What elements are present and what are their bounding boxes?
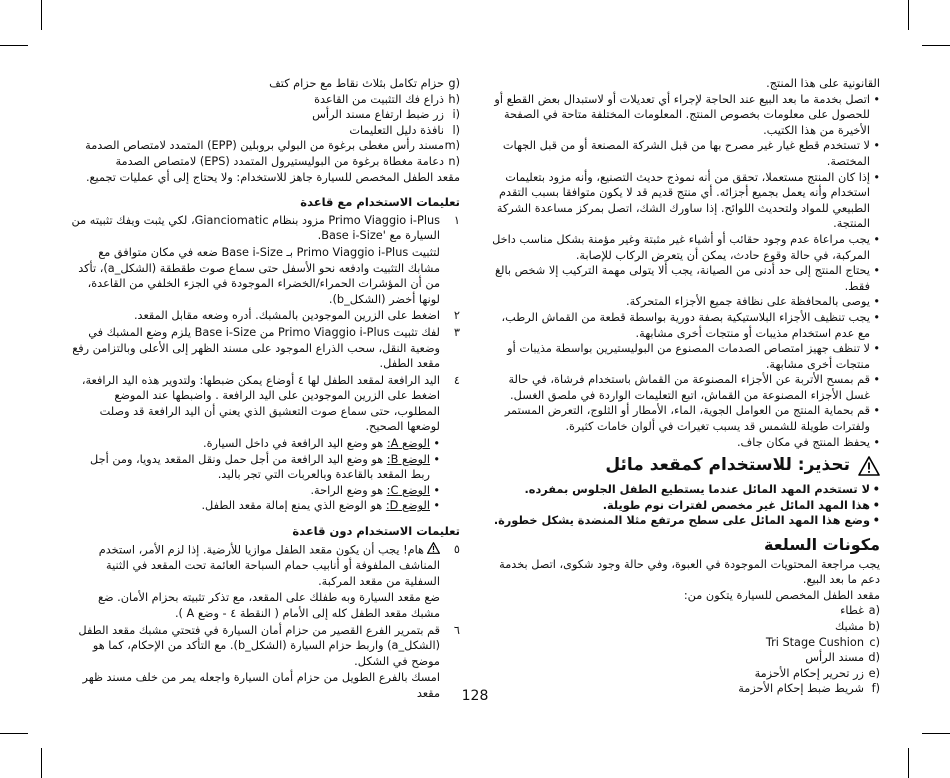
crop-mark [922,45,950,46]
warning-heading [488,456,880,476]
list-item: • يحتاج المنتج إلى حد أدنى من الصيانة، يجب ألا يتولى مهمة التركيب إلا شخص بالغ فقط. [488,263,870,294]
item-text: مسند الرأس [805,651,864,665]
list-item [488,619,880,635]
list-item [68,138,460,154]
list-item [68,542,460,590]
crop-mark [908,0,909,30]
list-item [488,635,880,651]
warning-bullets [488,482,880,529]
position-text: هو الوضع الذي يمنع إمالة مقعد الطفل. [201,499,383,513]
item-marker: e) [868,666,880,680]
list-item: • وضع هذا المهد المائل على سطح مرتفع مثلا المنضدة يشكل خطورة. [488,513,870,529]
item-text: زر ضبط ارتفاع مسند الرأس [312,108,444,122]
list-item [68,373,460,435]
crop-mark [922,733,950,734]
list-item [68,123,460,139]
step-text: Primo Viaggio i-Plus مزود بنظام Gianciomatic، لكي يثبت ويفك تثبيته من السيارة مع 'Base i-Size. [71,213,440,243]
list-item: • قم بمسح الأتربة عن الأجزاء المصنوعة من القماش باستخدام فرشاة، في حالة غسل الأجزاء المصنوعة من القماش، اتبع التعليمات الواردة في ملصق الغسل. [488,372,870,403]
crop-mark [41,748,42,778]
item-text: غطاء [840,604,864,618]
list-item [68,436,430,452]
left-column [68,76,460,703]
crop-mark [908,748,909,778]
step-text: اضغط على الزرين الموجودين بالمشبك. أدره وضعه مقابل المقعد. [133,309,440,323]
nobase-steps [68,542,460,702]
item-text: Tri Stage Cushion [765,635,864,649]
item-marker: f) [871,682,880,696]
base-heading: تعليمات الاستخدام مع قاعدة [300,195,460,210]
item-marker: g) [448,77,460,90]
list-item: • لا تستخدم قطع غيار غير مصرح بها من قبل الشركة المصنعة أو من قبل الجهات المختصة. [488,138,870,169]
right-column [488,76,880,697]
item-marker: m) [444,139,460,153]
item-marker: c) [869,635,880,649]
position-list [68,436,460,514]
list-item [68,154,460,170]
item-marker: d) [868,651,880,665]
position-label: الوضع A: [386,437,430,451]
list-item [68,213,460,244]
list-item [68,76,460,92]
list-item: • هذا المهد المائل غير مخصص لفترات نوم طويلة. [488,498,870,514]
list-item: • لا تستخدم المهد المائل عندما يستطيع الطفل الجلوس بمفرده. [488,482,870,498]
list-item [68,92,460,108]
page-number: 128 [461,688,489,704]
item-marker: b) [868,620,880,633]
list-item: • يوصى بالمحافظة على نظافة جميع الأجزاء المتحركة. [488,294,870,310]
warning-triangle-icon [427,542,440,559]
warning-title: تحذير: للاستخدام كمقعد مائل [605,455,850,476]
section-title: مكونات السلعة [764,535,880,555]
position-label: الوضع D: [385,499,430,513]
item-marker: n) [448,154,460,168]
list-item [68,623,460,670]
list-item: • يجب مراعاة عدم وجود حقائب أو أشياء غير مثبتة وغير مؤمنة بشكل مناسب داخل المركبة، في حالة وقوع حادث، يمكن أن يتعرض الركاب للإصابة. [488,232,870,263]
step-text: اليد الرافعة لمقعد الطفل لها ٤ أوضاع يمكن ضبطها: ولتدوير هذه اليد الرافعة، اضغط على الزرين الموجودين على اليد الرافعة . واضبطها عند الموضع المطلوب، حتى سماع صوت التعشيق الذي يعني أن اليد الرافعة قد وصلت لوضعها الصحيح. [81,373,440,434]
components-note: مقعد الطفل المخصص للسيارة جاهز للاستخدام: ولا يحتاج إلى أي عمليات تجميع. [85,170,460,184]
list-item [68,308,460,324]
nobase-heading: تعليمات الاستخدام دون قاعدة [292,524,460,539]
list-item [68,325,460,372]
components-list-continued [68,76,460,170]
step-number: ٤ [453,373,460,387]
crop-mark [41,0,42,30]
step-number: ٦ [453,623,460,637]
intro-text: القانونية على هذا المنتج. [766,77,880,90]
position-text: هو وضع الراحة. [310,483,384,497]
item-text: مشبك [834,620,864,633]
list-item [68,670,460,701]
item-text: دعامة مغطاة برغوة من البوليستيرول المتمدد (EPS) لامتصاص الصدمة [115,154,444,168]
item-text: مسند رأس مغطى برغوة من البولي بروبلين (EPP) المتمدد لامتصاص الصدمة [85,139,444,153]
crop-mark [0,45,28,46]
item-text: ذراع فك التثبيت من القاعدة [314,92,444,106]
item-marker: a) [868,604,880,618]
list-item [68,452,430,483]
step-text: لفك تثبيت Primo Viaggio i-Plus من Base i-Size يلزم وضع المشبك في وضعية النقل، سحب الذراع الموجود على مسند الظهر إلى الأعلى وبالتزامن رفع مقعد الطفل. [72,325,440,371]
item-text: حزام تكامل بثلاث نقاط مع حزام كتف [269,77,444,90]
crop-mark [0,733,28,734]
list-item: • قم بحماية المنتج من العوامل الجوية، الماء، الأمطار أو الثلوج، التعرض المستمر ولفترات طويلة للشمس قد يسبب تغيرات في ألوان خامات كثيرة. [488,403,870,434]
list-item: • إذا كان المنتج مستعملا، تحقق من أنه نموذج حديث التصنيع، وأنه مزود بتعليمات استخدام وأنه يعمل بجميع أجزائه. أي منتج قديم قد لا يكون متوافقا بسبب التقدم الطبيعي للمواد ولتحديث اللوائح. إذا ساورك الشك، اتصل بمركز مساعدة الشركة المنتجة. [488,170,870,232]
step-text: هام! يجب أن يكون مقعد الطفل موازيا للأرضية. إذا لزم الأمر، استخدم المناشف الملفوفة أو أنابيب حمام السباحة العائمة تحت المقعد في الثنية السفلية من مقعد المركبة. [98,542,440,588]
step-text: ضع مقعد السيارة وبه طفلك على المقعد، مع تذكر تثبيته بحزام الأمان. ضع مشبك مقعد الطفل كله إلى الأمام ( النقطة ٤ - وضع A ). [97,591,440,620]
list-item: • يجب تنظيف الأجزاء البلاستيكية بصفة دورية بواسطة قطعة من القماش الرطب، مع عدم استخدام مذيبات أو منتجات أخرى مشابهة. [488,310,870,341]
item-text: شريط ضبط إحكام الأحزمة [738,682,864,696]
base-steps [68,213,460,435]
list-item [68,245,460,307]
step-text: قم بتمرير الفرع القصير من حزام أمان السيارة في فتحتي مشبك مقعد الطفل (الشكل_a) واربط حزام السيارة (الشكل_b). مع التأكد من الإحكام، كما هو موضح في الشكل. [78,623,440,668]
item-marker: i) [452,108,460,122]
step-text: لتثبيت Primo Viaggio i-Plus بـ Base i-Size ضعه في مكان متوافق مع مشابك التثبيت وادفعه نحو الأسفل حتى سماع صوت طقطقة (الشكل_a)، تأكد من أن المؤشرات الحمراء/الخضراء الموجودة في الجزء الخلفي من القاعدة، لونها أخضر (الشكل_b). [78,245,440,306]
step-text: امسك بالفرع الطويل من حزام أمان السيارة واجعله يمر من خلف مسند ظهر مقعد [82,671,440,700]
item-text: نافذة دليل التعليمات [349,123,444,137]
section-intro: يجب مراجعة المحتويات الموجودة في العبوة، وفي حالة وجود شكوى، اتصل بخدمة دعم ما بعد البيع. [499,557,880,587]
list-item [68,483,430,499]
care-bullets [488,92,880,451]
components-list [488,603,880,697]
item-text: زر تحرير إحكام الأحزمة [754,666,864,680]
list-item [68,498,430,514]
list-item [68,107,460,123]
position-text: هو وضع اليد الرافعة من أجل حمل ونقل المقعد يدويا، ومن أجل ربط المقعد بالقاعدة وبالعربات التي تجر باليد. [90,452,430,482]
list-item [68,590,460,621]
item-marker: h) [448,92,460,106]
item-marker: l) [452,123,460,137]
step-number: ٢ [453,309,460,323]
list-item: • يحفظ المنتج في مكان جاف. [488,435,870,451]
position-label: الوضع B: [386,452,430,466]
list-item [488,650,880,666]
list-item [488,603,880,619]
step-number: ١ [453,213,460,227]
list-item: • لا تنظف جهيز امتصاص الصدمات المصنوع من البوليستيرين بواسطة مذيبات أو منتجات أخرى مشابهة. [488,341,870,372]
components-intro: مقعد الطفل المخصص للسيارة يتكون من: [683,588,880,602]
step-number: ٣ [453,325,460,339]
step-number: ٥ [453,542,460,556]
list-item [488,666,880,682]
warning-triangle-icon [858,456,880,476]
list-item [488,681,880,697]
position-label: الوضع C: [386,483,430,497]
list-item: • اتصل بخدمة ما بعد البيع عند الحاجة لإجراء أي تعديلات أو لاستبدال بعض القطع أو للحصول على معلومات بخصوص المنتج. المعلومات المختلفة متاحة في الصفحة الأخيرة من هذا الكتيب. [488,92,870,139]
position-text: هو وضع اليد الرافعة في داخل السيارة. [203,437,384,451]
